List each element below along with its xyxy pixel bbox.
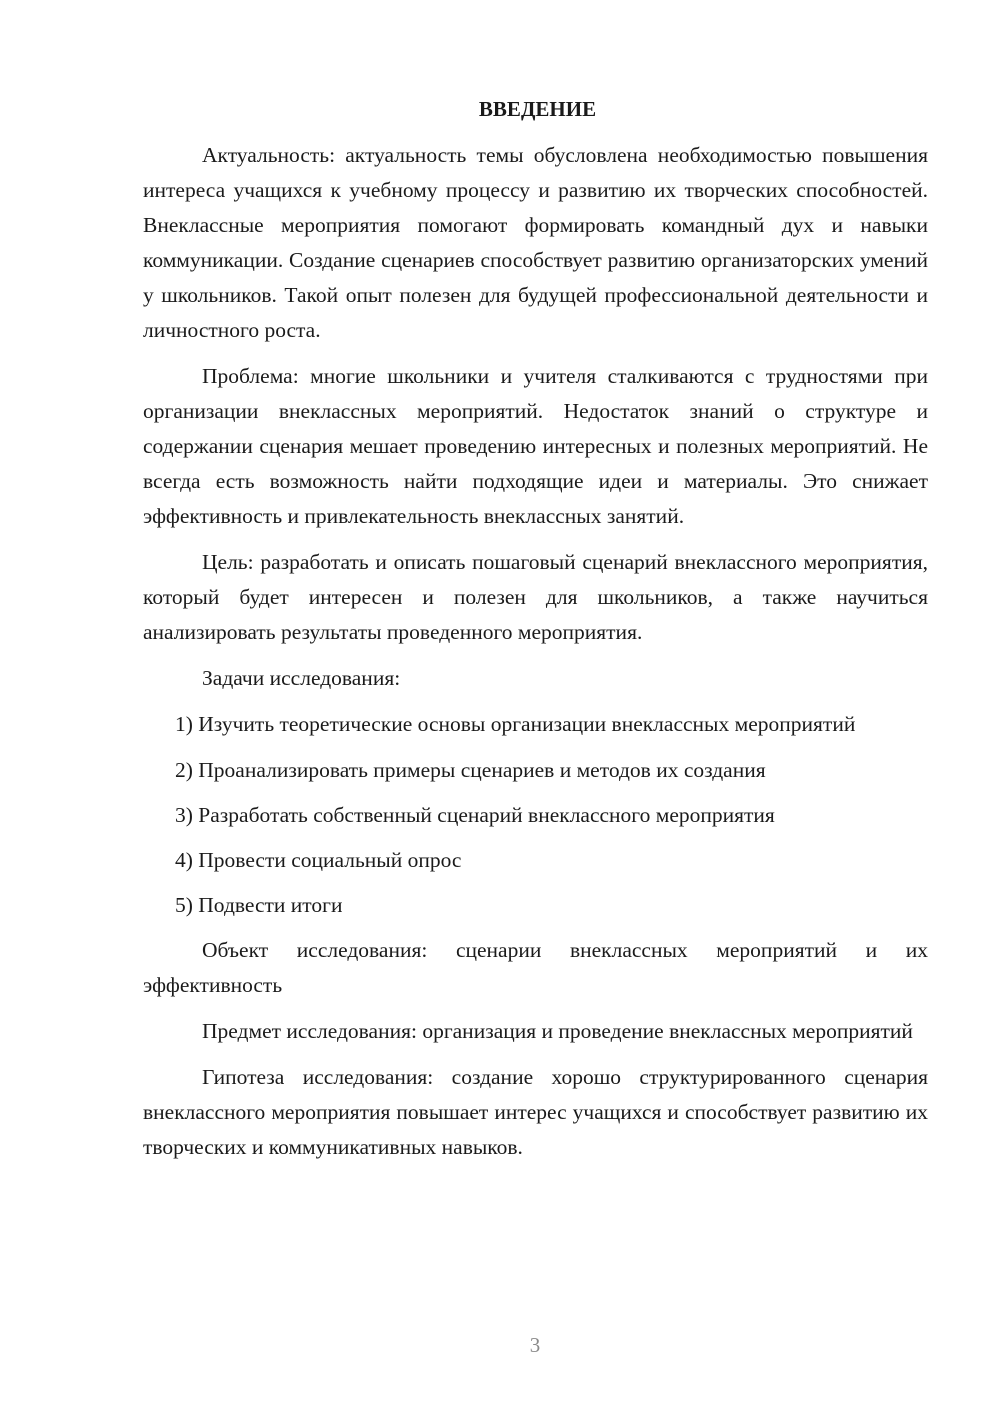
- subject-paragraph: Предмет исследования: организация и проведение внеклассных мероприятий: [202, 1019, 913, 1043]
- list-item: 5) Подвести итоги: [175, 893, 343, 917]
- tasks-list: [143, 707, 928, 923]
- problem-paragraph: Проблема: многие школьники и учителя сталкиваются с трудностями при организации внеклассных мероприятий. Недостаток знаний о структуре и содержании сценария мешает проведению интересных и полезных мероприятий. Не всегда есть возможность найти подходящие идеи и материалы. Это снижает эффективность и привлекательность внеклассных занятий.: [143, 364, 928, 528]
- object-paragraph: Объект исследования: сценарии внеклассных мероприятий и их эффективность: [143, 938, 928, 997]
- hypothesis-paragraph: Гипотеза исследования: создание хорошо структурированного сценария внеклассного мероприятия повышает интерес учащихся и способствует развитию их творческих и коммуникативных навыков.: [143, 1065, 928, 1159]
- list-item: 4) Провести социальный опрос: [175, 848, 462, 872]
- list-item: 2) Проанализировать примеры сценариев и методов их создания: [175, 758, 766, 782]
- list-item: 3) Разработать собственный сценарий внеклассного мероприятия: [175, 803, 775, 827]
- relevance-paragraph: Актуальность: актуальность темы обусловлена необходимостью повышения интереса учащихся к учебному процессу и развитию их творческих способностей. Внеклассные мероприятия помогают формировать командный дух и навыки коммуникации. Создание сценариев способствует развитию организаторских умений у школьников. Такой опыт полезен для будущей профессиональной деятельности и личностного роста.: [143, 143, 928, 342]
- goal-paragraph: Цель: разработать и описать пошаговый сценарий внеклассного мероприятия, который будет интересен и полезен для школьников, а также научиться анализировать результаты проведенного мероприятия.: [143, 550, 928, 644]
- section-heading: ВВЕДЕНИЕ: [478, 97, 597, 121]
- page-number: 3: [529, 1333, 541, 1357]
- document-page: [143, 92, 928, 1176]
- tasks-title: Задачи исследования:: [202, 666, 401, 690]
- list-item: 1) Изучить теоретические основы организации внеклассных мероприятий: [175, 712, 856, 736]
